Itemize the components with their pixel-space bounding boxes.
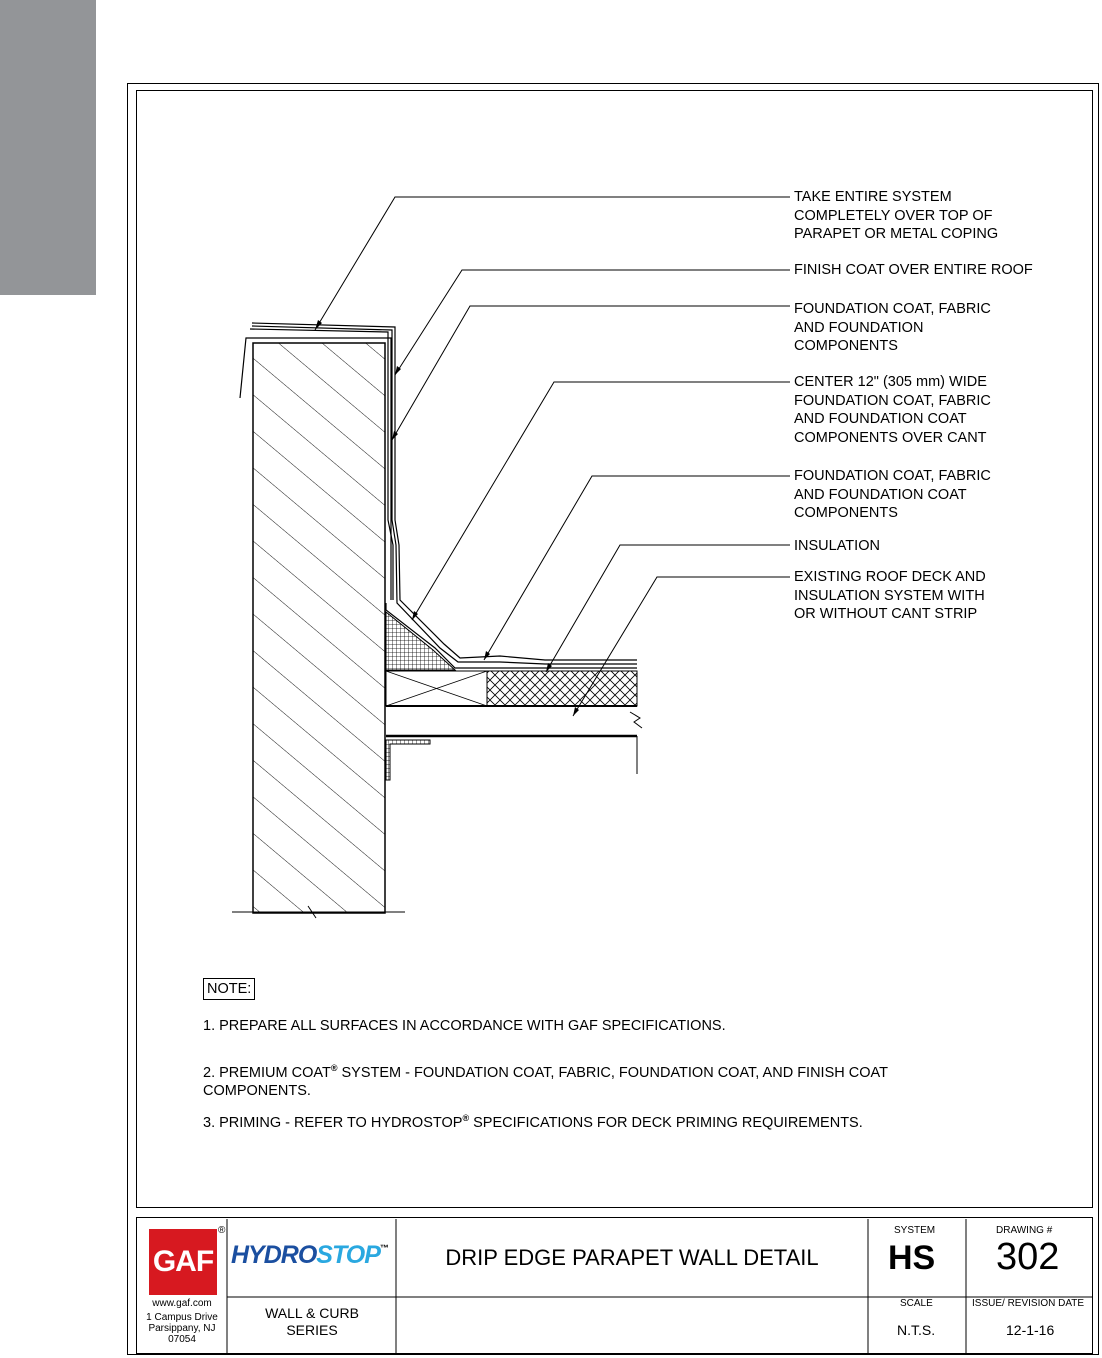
drawing-title: DRIP EDGE PARAPET WALL DETAIL <box>445 1245 819 1270</box>
issue-date-label: ISSUE/ REVISION DATE <box>972 1298 1085 1309</box>
system-label: SYSTEM <box>894 1225 936 1236</box>
system-value: HS <box>888 1239 936 1277</box>
callout-foundation-coat-roof: FOUNDATION COAT, FABRIC AND FOUNDATION COAT COMPONENTS <box>794 468 991 521</box>
gaf-website: www.gaf.com <box>152 1298 212 1309</box>
callout-roof-deck: EXISTING ROOF DECK AND INSULATION SYSTEM WITH OR WITHOUT CANT STRIP <box>794 569 986 622</box>
callout-finish-coat: FINISH COAT OVER ENTIRE ROOF <box>794 262 1033 278</box>
scale-label: SCALE <box>900 1298 933 1309</box>
callout-insulation: INSULATION <box>794 538 880 554</box>
gaf-address: 1 Campus Drive Parsippany, NJ 07054 <box>146 1312 218 1345</box>
series-name: WALL & CURB SERIES <box>265 1305 359 1338</box>
issue-date-value: 12-1-16 <box>1006 1322 1055 1338</box>
note-3: 3. PRIMING - REFER TO HYDROSTOP® SPECIFICATIONS FOR DECK PRIMING REQUIREMENTS. <box>203 1113 863 1131</box>
drawing-number-value: 302 <box>996 1236 1060 1278</box>
scale-value: N.T.S. <box>897 1322 936 1338</box>
hydrostop-logo: HYDROSTOP™ <box>231 1241 388 1269</box>
note-2: 2. PREMIUM COAT® SYSTEM - FOUNDATION COAT, FABRIC, FOUNDATION COAT, AND FINISH COAT COMPONENTS. <box>203 1063 888 1099</box>
callout-center-cant: CENTER 12" (305 mm) WIDE FOUNDATION COAT, FABRIC AND FOUNDATION COAT COMPONENTS OVER CANT <box>794 374 991 446</box>
deck-angle <box>386 740 430 780</box>
gaf-registered-mark: ® <box>218 1225 226 1236</box>
parapet-wall <box>253 343 385 913</box>
gaf-logo: GAF <box>149 1229 217 1295</box>
note-1: 1. PREPARE ALL SURFACES IN ACCORDANCE WITH GAF SPECIFICATIONS. <box>203 1018 726 1034</box>
callout-foundation-coat-wall: FOUNDATION COAT, FABRIC AND FOUNDATION COMPONENTS <box>794 301 991 354</box>
note-title: NOTE: <box>203 978 255 1000</box>
callout-entire-system: TAKE ENTIRE SYSTEM COMPLETELY OVER TOP OF PARAPET OR METAL COPING <box>794 189 999 242</box>
drawing-number-label: DRAWING # <box>996 1225 1053 1236</box>
insulation-board <box>487 671 637 706</box>
